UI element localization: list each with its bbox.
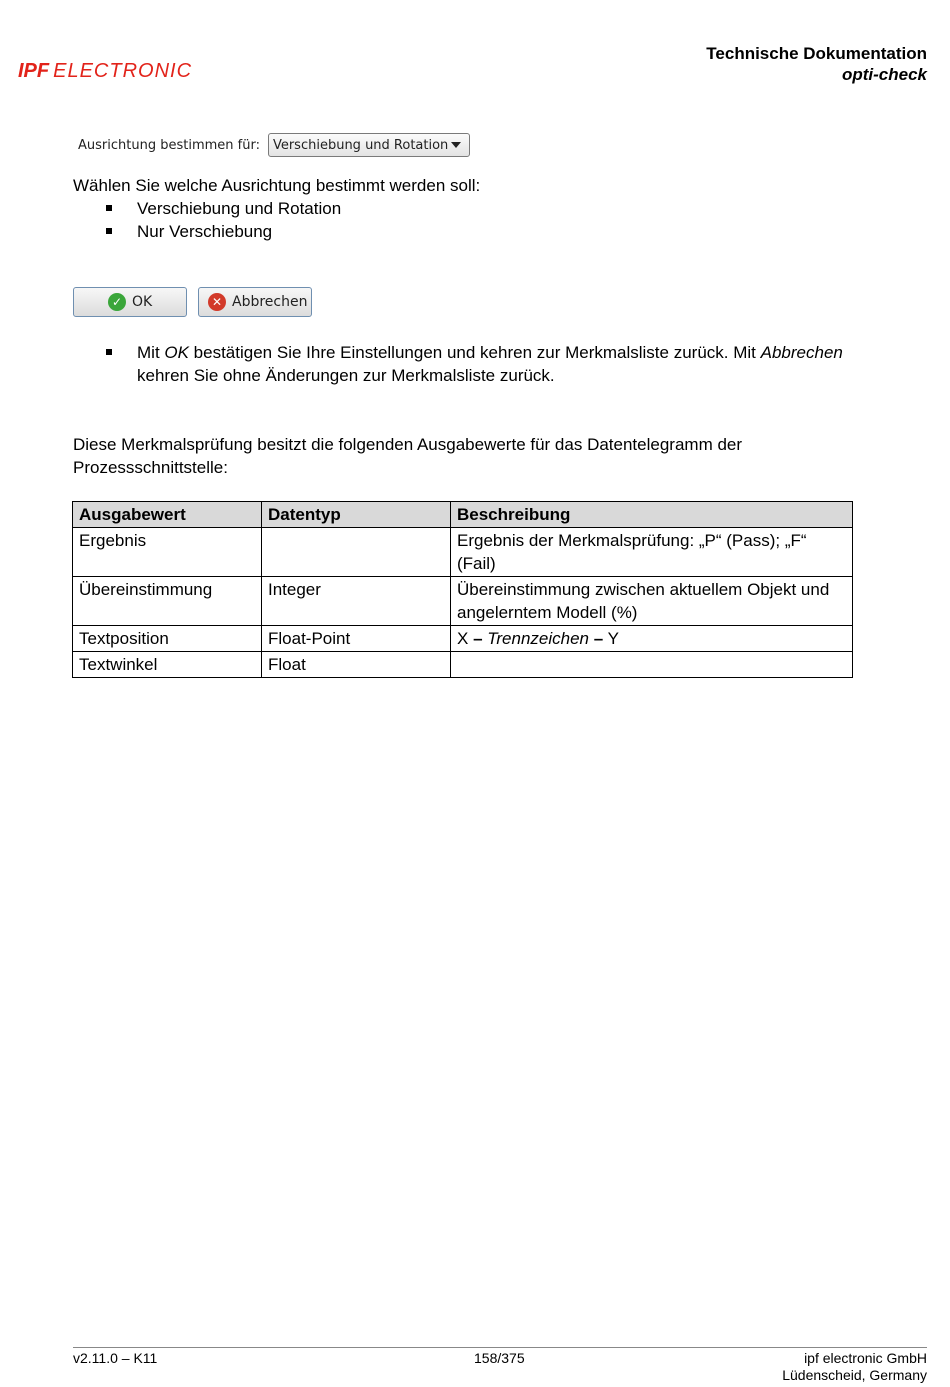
output-values-table	[72, 501, 853, 678]
cell-output-name: Textwinkel	[73, 652, 262, 678]
table-row	[73, 528, 853, 577]
cancel-button[interactable]: ✕ Abbrechen	[198, 287, 312, 317]
logo-brand: IPF	[18, 60, 50, 82]
table-header-row	[73, 502, 853, 528]
alignment-control	[78, 133, 470, 157]
output-intro: Diese Merkmalsprüfung besitzt die folgenden Ausgabewerte für das Datentelegramm der Prozessschnittstelle:	[73, 435, 743, 477]
alignment-selected-value: Verschiebung und Rotation	[272, 137, 449, 153]
footer-location: Lüdenscheid, Germany	[782, 1367, 927, 1383]
cell-description	[451, 652, 853, 678]
cell-data-type	[262, 528, 451, 577]
alignment-label: Ausrichtung bestimmen für:	[78, 137, 260, 153]
alignment-dropdown[interactable]	[268, 133, 470, 157]
document-header	[706, 43, 927, 85]
confirm-note	[105, 341, 885, 387]
column-header: Datentyp	[262, 502, 451, 528]
footer-version: v2.11.0 – K11	[73, 1350, 158, 1366]
chevron-down-icon	[451, 142, 461, 148]
cell-output-name: Übereinstimmung	[73, 577, 262, 626]
option-list	[105, 197, 341, 243]
cell-description: Übereinstimmung zwischen aktuellem Objekt und angelerntem Modell (%)	[451, 577, 853, 626]
cell-data-type: Float	[262, 652, 451, 678]
intro-text: Wählen Sie welche Ausrichtung bestimmt werden soll:	[73, 176, 481, 195]
footer-page-number: 158/375	[474, 1350, 525, 1366]
list-item	[105, 341, 885, 387]
table-row	[73, 652, 853, 678]
cell-data-type: Integer	[262, 577, 451, 626]
bullet-icon	[105, 197, 137, 220]
cell-data-type: Float-Point	[262, 626, 451, 652]
cell-description: Ergebnis der Merkmalsprüfung: „P“ (Pass); „F“ (Fail)	[451, 528, 853, 577]
list-item: Nur Verschiebung	[105, 220, 341, 243]
ok-button[interactable]: ✓ OK	[73, 287, 187, 317]
company-logo	[18, 60, 192, 83]
confirm-note-text: Mit OK bestätigen Sie Ihre Einstellungen und kehren zur Merkmalsliste zurück. Mit Abbrechen kehren Sie ohne Änderungen zur Merkmalsliste zurück.	[137, 343, 843, 385]
bullet-icon	[105, 341, 137, 387]
bullet-icon	[105, 220, 137, 243]
column-header: Beschreibung	[451, 502, 853, 528]
cell-output-name: Ergebnis	[73, 528, 262, 577]
footer-company-name: ipf electronic GmbH	[804, 1350, 927, 1366]
cell-description: X – Trennzeichen – Y	[451, 626, 853, 652]
footer-company	[782, 1350, 927, 1384]
doc-subtitle: opti-check	[841, 65, 927, 84]
table-row	[73, 626, 853, 652]
check-icon: ✓	[108, 293, 126, 311]
table-row	[73, 577, 853, 626]
logo-word: ELECTRONIC	[53, 60, 193, 82]
footer-divider	[73, 1347, 927, 1348]
column-header: Ausgabewert	[73, 502, 262, 528]
cell-output-name: Textposition	[73, 626, 262, 652]
close-icon: ✕	[208, 293, 226, 311]
list-item: Verschiebung und Rotation	[105, 197, 341, 220]
doc-title: Technische Dokumentation	[706, 44, 927, 63]
